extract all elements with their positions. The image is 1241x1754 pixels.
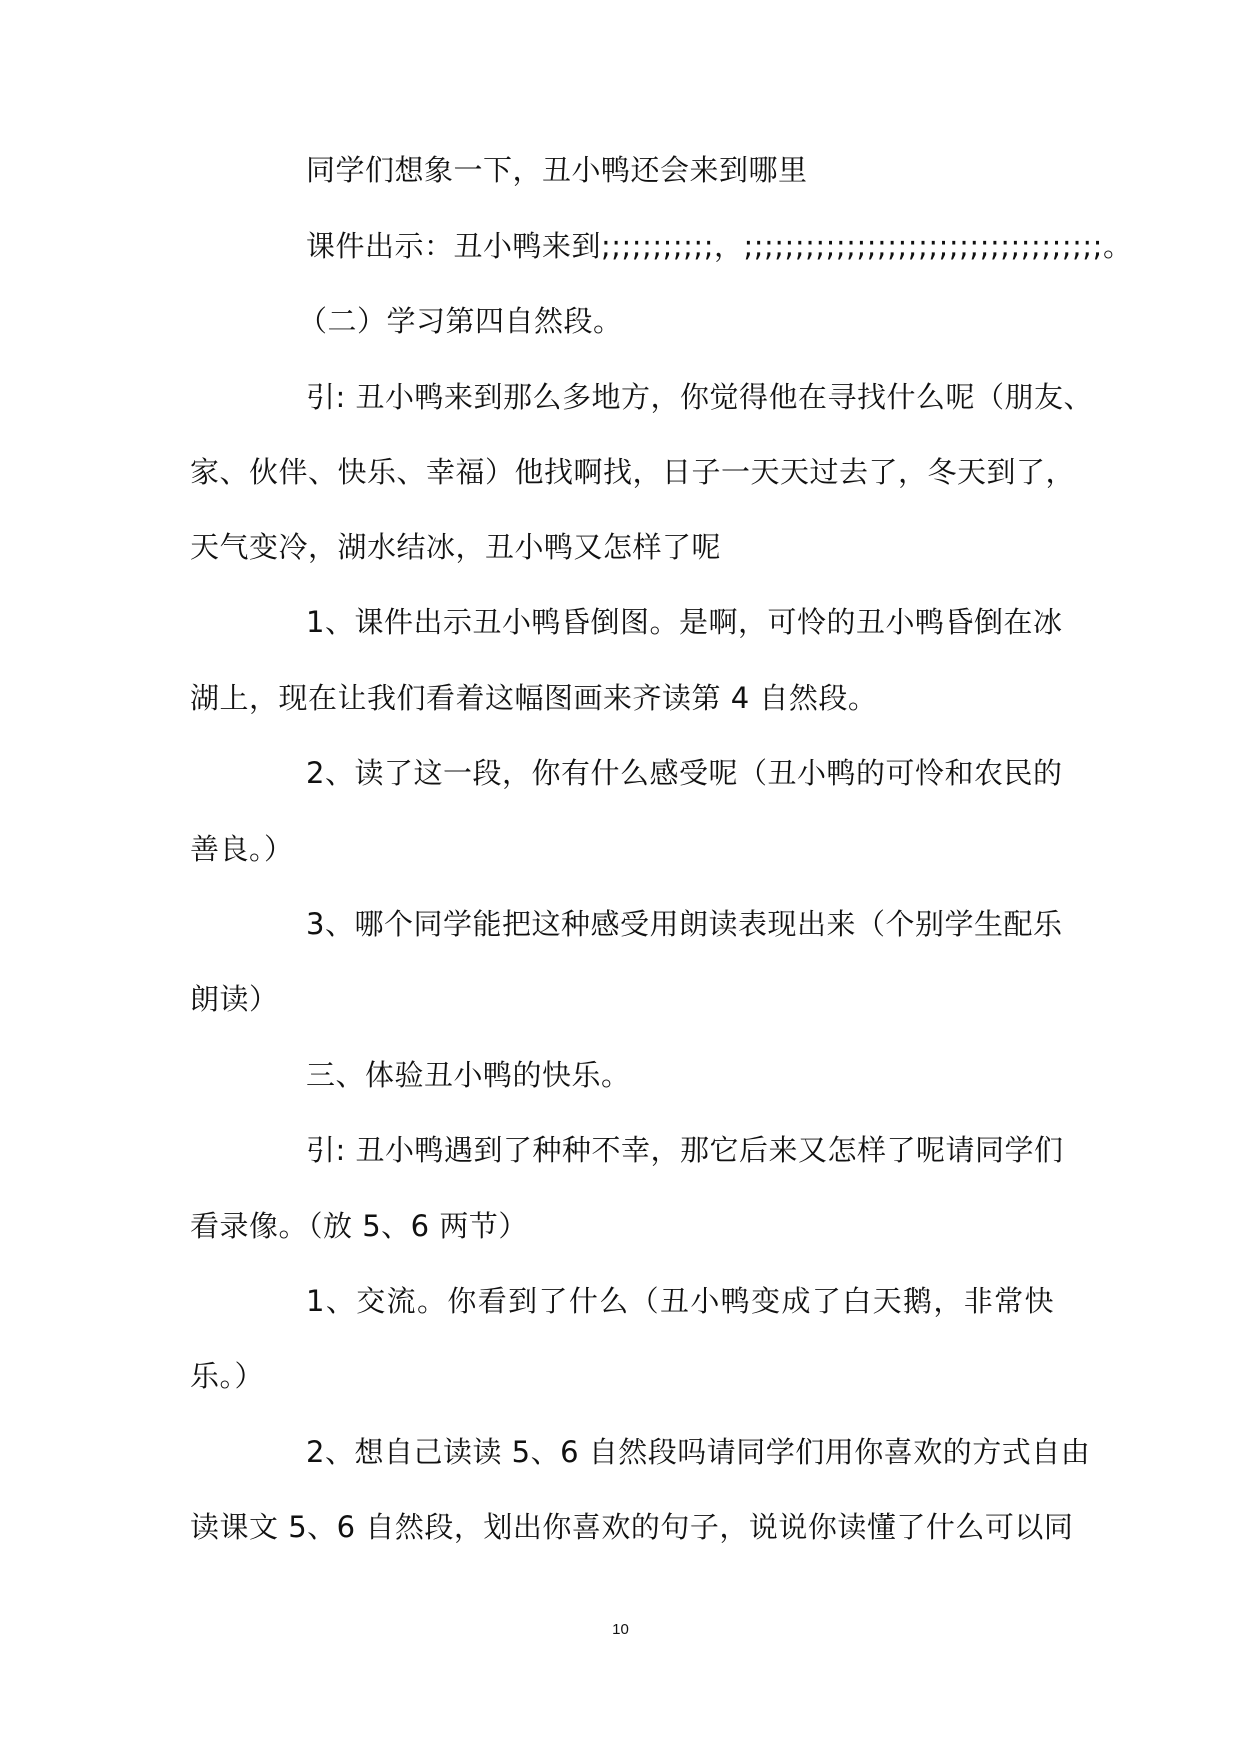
paragraph-line: 湖上，现在让我们看着这幅图画来齐读第 4 自然段。: [190, 681, 878, 715]
paragraph-line: 引: 丑小鸭遇到了种种不幸，那它后来又怎样了呢请同学们: [306, 1133, 1064, 1167]
paragraph-line: 乐。）: [190, 1359, 265, 1393]
paragraph-line: 朗读）: [190, 982, 279, 1016]
paragraph-line: 天气变冷，湖水结冰，丑小鸭又怎样了呢: [190, 530, 722, 564]
paragraph-line: 课件出示：丑小鸭来到;;;;;;;;;;;，;;;;;;;;;;;;;;;;;;;;;;;;;;;;;;;;;;;。: [306, 229, 1133, 263]
section-heading: （二）学习第四自然段。: [298, 304, 623, 338]
paragraph-line: 看录像。（放 5、6 两节）: [190, 1209, 528, 1243]
page-number: 10: [612, 1621, 629, 1638]
paragraph-line: 引: 丑小鸭来到那么多地方，你觉得他在寻找什么呢（朋友、: [306, 380, 1093, 414]
paragraph-line: 读课文 5、6 自然段，划出你喜欢的句子，说说你读懂了什么可以同: [190, 1510, 1074, 1544]
paragraph-line: 2、想自己读读 5、6 自然段吗请同学们用你喜欢的方式自由: [306, 1435, 1091, 1469]
paragraph-line: 1、交流。你看到了什么（丑小鸭变成了白天鹅，非常快: [306, 1284, 1054, 1318]
paragraph-line: 3、哪个同学能把这种感受用朗读表现出来（个别学生配乐: [306, 907, 1063, 941]
paragraph-line: 家、伙伴、快乐、幸福）他找啊找，日子一天天过去了，冬天到了，: [190, 455, 1076, 489]
paragraph-line: 1、课件出示丑小鸭昏倒图。是啊，可怜的丑小鸭昏倒在冰: [306, 605, 1063, 639]
paragraph-line: 2、读了这一段，你有什么感受呢（丑小鸭的可怜和农民的: [306, 756, 1063, 790]
paragraph-line: 同学们想象一下，丑小鸭还会来到哪里: [306, 153, 808, 187]
section-heading: 三、体验丑小鸭的快乐。: [306, 1058, 631, 1092]
paragraph-line: 善良。）: [190, 832, 294, 866]
